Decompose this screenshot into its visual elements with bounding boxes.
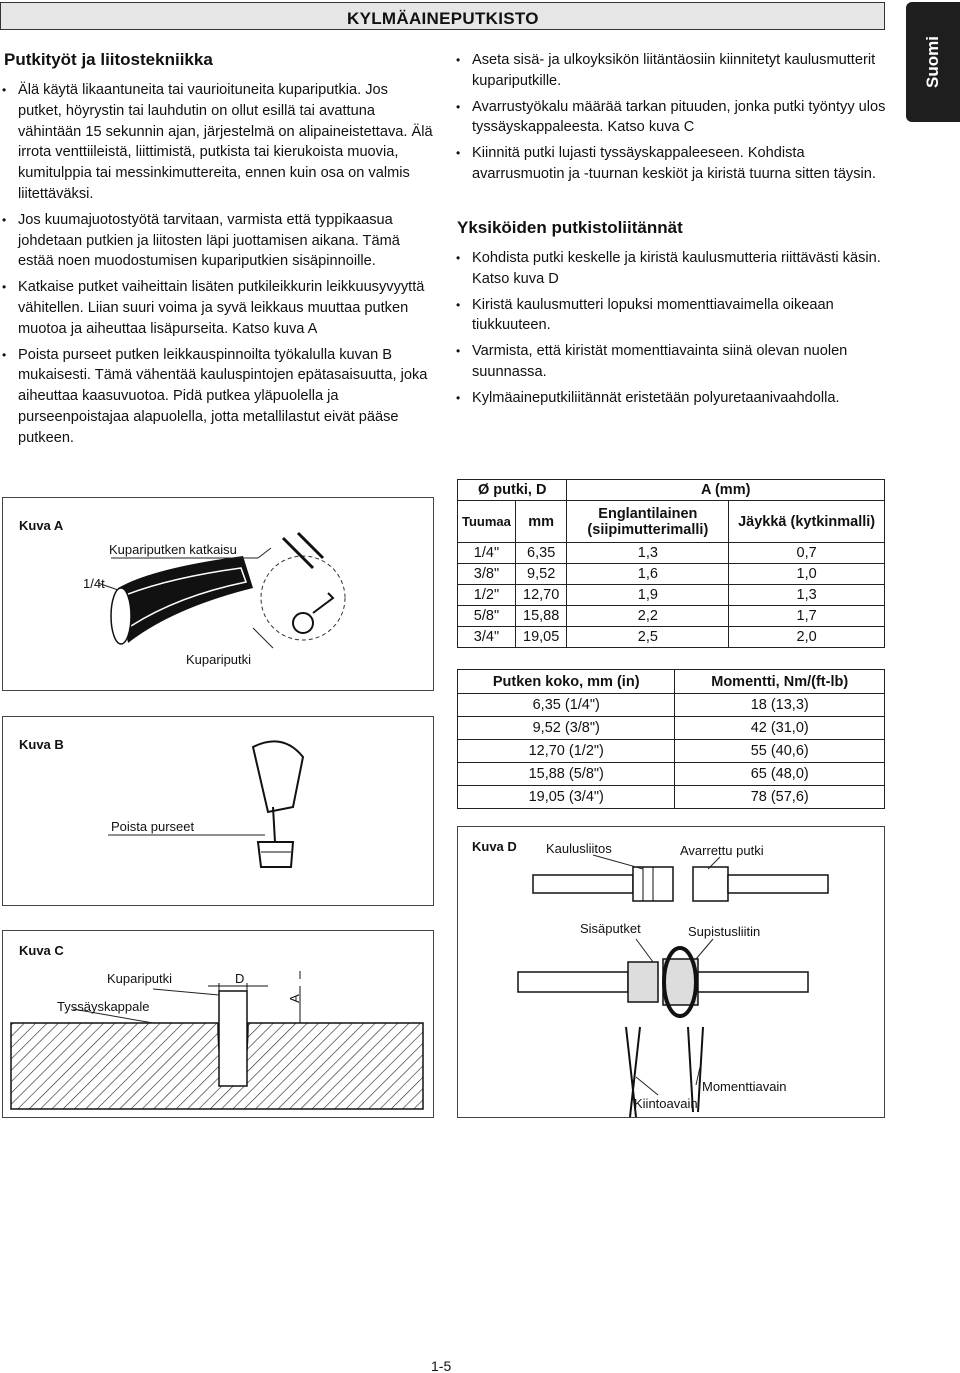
figure-c-label: Kuva C: [19, 943, 64, 958]
section-title: KYLMÄAINEPUTKISTO: [347, 9, 539, 28]
table-cell: 1,6: [567, 564, 729, 585]
table-cell: 1,3: [729, 585, 885, 606]
table-cell: 1,3: [567, 543, 729, 564]
table-cell: 9,52: [515, 564, 567, 585]
figure-d-reducer-label: Supistusliitin: [688, 924, 761, 939]
right-bullet-2: • Avarrustyökalu määrää tarkan pituuden, jonka putki työntyy ulos tyssäyskappaleesta. Katso kuva C: [454, 97, 890, 139]
figure-a-cut-label: Kupariputken katkaisu: [109, 542, 237, 557]
figure-b-deburr-label: Poista purseet: [111, 819, 195, 834]
right-bullet-3: • Kiinnitä putki lujasti tyssäyskappaleeseen. Kohdista avarrusmuotin ja -tuurnan keskiöt ja kiristä tuurna sitten täysin.: [454, 143, 890, 185]
figure-c-pipe-label: Kupariputki: [107, 971, 173, 986]
right-bullet-list-top: [454, 50, 890, 190]
figure-d-union-label: Kaulusliitos: [546, 841, 612, 856]
connection-illustration: [458, 827, 886, 1119]
left-bullet-4: • Poista purseet putken leikkauspinnoilta työkalulla kuvan B mukaisesti. Tämä vähentää kauluspintojen epätasaisuutta, joka aiheuttaa kaasuvuotoa. Pidä putkea yläpuolella ja purseenpoistajaa alapuolella, jotta metallilastut eivät pääse putkeen.: [0, 345, 434, 449]
left-bullet-2: • Jos kuumajuotostyötä tarvitaan, varmista että typpikaasua johdetaan putkien ja liitosten läpi juottamisen aikana. Tämä estää noen muodostumisen kupariputkien sisäpinnoille.: [0, 210, 434, 272]
left-heading: Putkityöt ja liitostekniikka: [4, 50, 213, 69]
table-row: [458, 694, 885, 717]
table-cell: 42 (31,0): [675, 717, 885, 740]
table-cell: 3/4": [458, 627, 516, 648]
table-cell: 1,0: [729, 564, 885, 585]
table-cell: 1/4": [458, 543, 516, 564]
table-cell: 55 (40,6): [675, 740, 885, 763]
table-cell: 65 (48,0): [675, 763, 885, 786]
flare-dimension-table: [457, 479, 885, 648]
table-cell: 12,70 (1/2"): [458, 740, 675, 763]
figure-c-d-label: D: [235, 971, 245, 986]
table-a-header-rigid: Jäykkä (kytkinmalli): [729, 501, 885, 543]
table-row: [458, 543, 885, 564]
figure-d: [457, 826, 885, 1118]
table-a-header-pipe: Ø putki, D: [458, 480, 567, 501]
figure-d-inner-label: Sisäputket: [580, 921, 641, 936]
table-cell: 19,05 (3/4"): [458, 786, 675, 809]
figure-a-pipe-label: Kupariputki: [186, 652, 252, 667]
table-cell: 12,70: [515, 585, 567, 606]
table-cell: 1/2": [458, 585, 516, 606]
page-number: 1-5: [431, 1358, 452, 1373]
left-bullet-3: • Katkaise putket vaiheittain lisäten putkileikkurin leikkuusyvyyttä vähitellen. Liian suuri voima ja syvä leikkaus muuttaa putken muotoa ja aiheuttaa lisäpurseita. Katso kuva A: [0, 277, 434, 339]
table-a-header-a: A (mm): [567, 480, 885, 501]
right-heading: Yksiköiden putkistoliitännät: [457, 218, 683, 237]
right-bullet-5: • Kiristä kaulusmutteri lopuksi momenttiavaimella oikeaan tiukkuuteen.: [454, 295, 890, 337]
figure-c-a-label: A: [286, 994, 302, 1003]
right-bullet-1: • Aseta sisä- ja ulkoyksikön liitäntäosiin kiinnitetyt kaulusmutterit kupariputkille.: [454, 50, 890, 92]
figure-d-wrench-label: Kiintoavain: [634, 1096, 698, 1111]
figure-c: [2, 930, 434, 1118]
table-row: [458, 786, 885, 809]
table-cell: 18 (13,3): [675, 694, 885, 717]
left-bullet-list: [0, 80, 434, 454]
left-bullet-1: • Älä käytä likaantuneita tai vaurioituneita kupariputkia. Jos putket, höyrystin tai lauhdutin on ollut esillä tai avattuna vähintään 15 sekunnin ajan, järjestelmä on alipaineistettava. Älä irrota venttiileistä, liittimistä, putkista tai kierukoista muovia, kumitulppia tai messinkimuttereita, ennen kuin osa on valmis liitettäväksi.: [0, 80, 434, 205]
deburr-illustration: [3, 717, 435, 907]
figure-d-label: Kuva D: [472, 839, 517, 854]
torque-table: [457, 669, 885, 809]
table-row: [458, 564, 885, 585]
figure-b-label: Kuva B: [19, 737, 64, 752]
table-row: [458, 585, 885, 606]
figure-a-label: Kuva A: [19, 518, 64, 533]
right-bullet-list-bottom: [454, 248, 890, 414]
table-a-header-mm: mm: [515, 501, 567, 543]
torque-header-torque: Momentti, Nm/(ft-lb): [675, 670, 885, 694]
table-cell: 15,88 (5/8"): [458, 763, 675, 786]
table-cell: 5/8": [458, 606, 516, 627]
table-cell: 6,35 (1/4"): [458, 694, 675, 717]
table-row: [458, 740, 885, 763]
torque-header-size: Putken koko, mm (in): [458, 670, 675, 694]
header-bar: [0, 2, 885, 30]
table-row: [458, 717, 885, 740]
table-row: [458, 763, 885, 786]
table-cell: 78 (57,6): [675, 786, 885, 809]
table-row: [458, 606, 885, 627]
figure-a: [2, 497, 434, 691]
table-cell: 0,7: [729, 543, 885, 564]
table-cell: 1,7: [729, 606, 885, 627]
table-row: [458, 627, 885, 648]
language-tab: [906, 2, 960, 122]
language-tab-label: Suomi: [923, 36, 942, 88]
right-bullet-6: • Varmista, että kiristät momenttiavainta siinä olevan nuolen suunnassa.: [454, 341, 890, 383]
table-cell: 9,52 (3/8"): [458, 717, 675, 740]
figure-a-quarter-label: 1/4t: [83, 576, 105, 591]
table-cell: 2,5: [567, 627, 729, 648]
table-cell: 6,35: [515, 543, 567, 564]
right-bullet-4: • Kohdista putki keskelle ja kiristä kaulusmutteria riittävästi käsin. Katso kuva D: [454, 248, 890, 290]
table-a-header-inch: Tuumaa: [458, 501, 516, 543]
table-cell: 2,0: [729, 627, 885, 648]
table-cell: 15,88: [515, 606, 567, 627]
figure-b: [2, 716, 434, 906]
table-cell: 1,9: [567, 585, 729, 606]
figure-c-die-label: Tyssäyskappale: [57, 999, 150, 1014]
figure-d-torque-label: Momenttiavain: [702, 1079, 787, 1094]
figure-d-flared-label: Avarrettu putki: [680, 843, 764, 858]
table-cell: 19,05: [515, 627, 567, 648]
flaring-die-illustration: [3, 931, 435, 1119]
table-a-header-english: Englantilainen (siipimutterimalli): [567, 501, 729, 543]
table-cell: 2,2: [567, 606, 729, 627]
right-bullet-7: • Kylmäaineputkiliitännät eristetään polyuretaanivaahdolla.: [454, 388, 890, 409]
table-cell: 3/8": [458, 564, 516, 585]
